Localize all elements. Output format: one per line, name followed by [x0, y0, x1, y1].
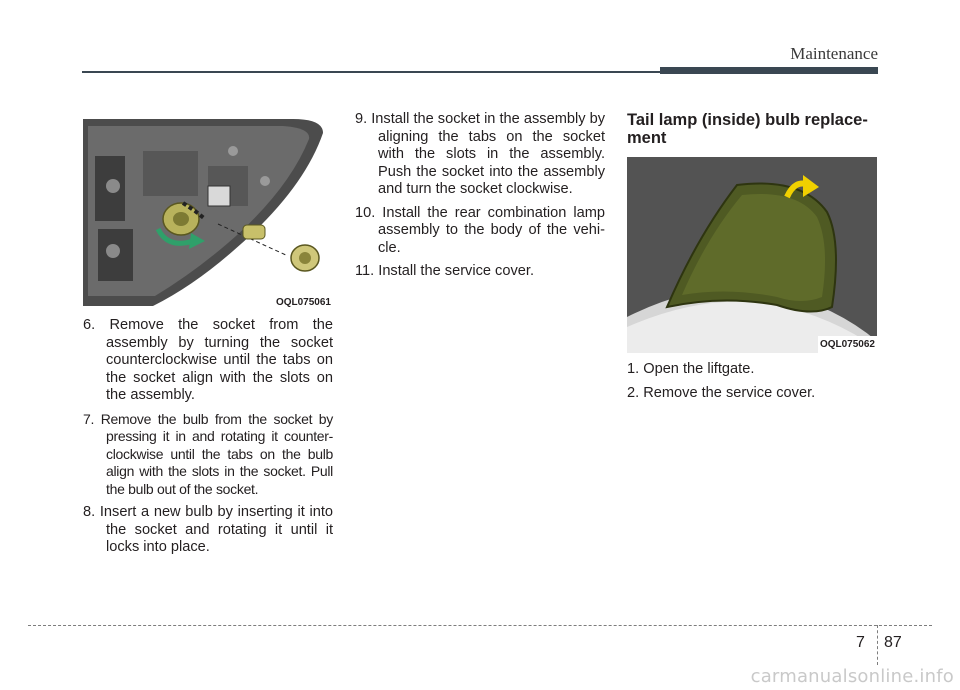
instruction-step: 10. Install the rear combination lamp assembly to the body of the vehi-cle.: [355, 204, 605, 256]
section-heading: Tail lamp (inside) bulb replace-ment: [627, 111, 868, 147]
instruction-list: [83, 317, 333, 557]
instruction-step: 11. Install the service cover.: [355, 263, 534, 279]
instruction-step: 8. Insert a new bulb by inserting it into the socket and rotating it until it locks into place.: [83, 504, 333, 555]
chapter-number: 7: [856, 634, 865, 651]
figure-code: OQL075061: [275, 296, 331, 308]
tail-lamp-assembly-drawing: [83, 111, 333, 311]
instruction-list: [627, 361, 878, 402]
instruction-step: 7. Remove the bulb from the socket by pressing it in and rotating it counter-clockwise until the tabs on the bulb align with the slots in the socket. Pull the bulb out of the socket.: [83, 410, 333, 497]
instruction-step: 2. Remove the service cover.: [627, 384, 816, 401]
header-rule-accent: [660, 67, 878, 74]
section-title: Maintenance: [790, 44, 878, 63]
footer-rule: [28, 625, 932, 626]
socket-removal-illustration: [83, 111, 333, 311]
page-number: 87: [884, 634, 902, 651]
header-rule: [82, 71, 660, 73]
middle-column: [355, 111, 605, 287]
figure-code: OQL075062: [818, 336, 877, 354]
instruction-list: [355, 111, 605, 281]
instruction-step: 1. Open the liftgate.: [627, 361, 755, 377]
instruction-step: 9. Install the socket in the assembly by aligning the tabs on the socket with the slots in the assembly. Push the socket into the assembly and turn the socket clockwise.: [355, 111, 605, 197]
instruction-step: 6. Remove the socket from the assembly by turning the socket counterclockwise until the tabs on the socket align with the slots on the assembly.: [83, 317, 333, 403]
service-cover-drawing: [627, 157, 877, 353]
watermark-text: carmanualsonline.info: [750, 666, 954, 687]
left-column: [83, 111, 333, 563]
footer-separator: [877, 625, 878, 665]
service-cover-illustration: [627, 157, 877, 353]
right-column: [627, 111, 878, 408]
